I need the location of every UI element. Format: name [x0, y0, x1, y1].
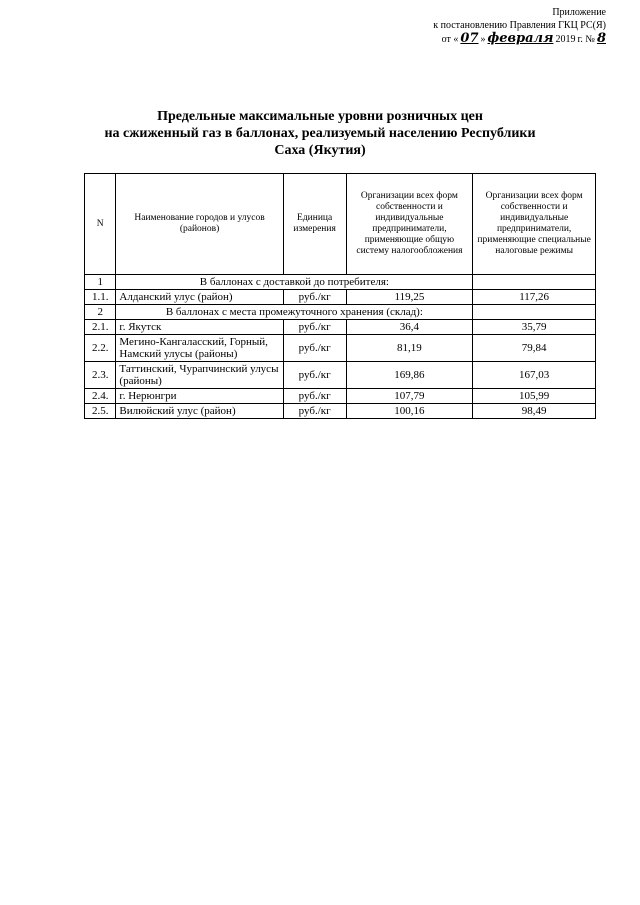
- section-number: 2: [85, 305, 116, 320]
- row-number: 2.1.: [85, 320, 116, 335]
- row-number: 2.5.: [85, 404, 116, 419]
- header-unit: Единица измерения: [283, 174, 346, 275]
- section-empty-cell: [473, 305, 596, 320]
- section-title: В баллонах с места промежуточного хранения (склад):: [116, 305, 473, 320]
- row-price-general: 119,25: [346, 290, 473, 305]
- appendix-header: [346, 6, 606, 46]
- table-row: [85, 290, 596, 305]
- date-day: 07: [460, 31, 479, 46]
- row-unit: руб./кг: [283, 404, 346, 419]
- appendix-resolution: к постановлению Правления ГКЦ РС(Я): [433, 20, 606, 31]
- row-name: Алданский улус (район): [116, 290, 283, 305]
- table-row: [85, 389, 596, 404]
- row-number: 2.2.: [85, 335, 116, 362]
- section-row-2: [85, 305, 596, 320]
- row-price-general: 36,4: [346, 320, 473, 335]
- title-line-1: Предельные максимальные уровни розничных цен: [157, 109, 483, 124]
- row-price-special: 105,99: [473, 389, 596, 404]
- title-line-2: на сжиженный газ в баллонах, реализуемый населению Республики: [104, 126, 536, 141]
- row-price-special: 117,26: [473, 290, 596, 305]
- header-name: Наименование городов и улусов (районов): [116, 174, 283, 275]
- header-general-tax: Организации всех форм собственности и индивидуальные предприниматели, применяющие общую систему налогообложения: [346, 174, 473, 275]
- date-mid: »: [480, 34, 486, 45]
- resolution-number: 8: [596, 31, 606, 46]
- section-row-1: [85, 275, 596, 290]
- row-name: г. Нерюнгри: [116, 389, 283, 404]
- row-price-general: 169,86: [346, 362, 473, 389]
- row-price-general: 100,16: [346, 404, 473, 419]
- date-year-suffix: г. №: [577, 34, 595, 45]
- appendix-date-number: [346, 32, 606, 46]
- table-row: [85, 404, 596, 419]
- row-number: 1.1.: [85, 290, 116, 305]
- section-title: В баллонах с доставкой до потребителя:: [116, 275, 473, 290]
- table-row: [85, 335, 596, 362]
- row-name: Таттинский, Чурапчинский улусы (районы): [116, 362, 283, 389]
- row-number: 2.4.: [85, 389, 116, 404]
- row-name: Вилюйский улус (район): [116, 404, 283, 419]
- row-unit: руб./кг: [283, 290, 346, 305]
- row-number: 2.3.: [85, 362, 116, 389]
- row-price-special: 98,49: [473, 404, 596, 419]
- title-line-3: Саха (Якутия): [274, 143, 366, 158]
- row-price-general: 81,19: [346, 335, 473, 362]
- document-title: [90, 108, 550, 159]
- row-unit: руб./кг: [283, 389, 346, 404]
- row-name: г. Якутск: [116, 320, 283, 335]
- price-table: [84, 173, 596, 419]
- row-price-special: 35,79: [473, 320, 596, 335]
- appendix-label: Приложение: [552, 7, 606, 18]
- date-prefix: от «: [441, 34, 459, 45]
- date-month: февраля: [487, 31, 554, 46]
- row-unit: руб./кг: [283, 335, 346, 362]
- table-row: [85, 320, 596, 335]
- table-row: [85, 362, 596, 389]
- row-unit: руб./кг: [283, 320, 346, 335]
- table-header-row: [85, 174, 596, 275]
- row-name: Мегино-Кангаласский, Горный, Намский улусы (районы): [116, 335, 283, 362]
- row-price-special: 167,03: [473, 362, 596, 389]
- date-year: 2019: [555, 34, 576, 45]
- row-unit: руб./кг: [283, 362, 346, 389]
- section-number: 1: [85, 275, 116, 290]
- header-special-tax: Организации всех форм собственности и индивидуальные предприниматели, применяющие специальные налоговые режимы: [473, 174, 596, 275]
- row-price-general: 107,79: [346, 389, 473, 404]
- section-empty-cell: [473, 275, 596, 290]
- row-price-special: 79,84: [473, 335, 596, 362]
- header-n: N: [85, 174, 116, 275]
